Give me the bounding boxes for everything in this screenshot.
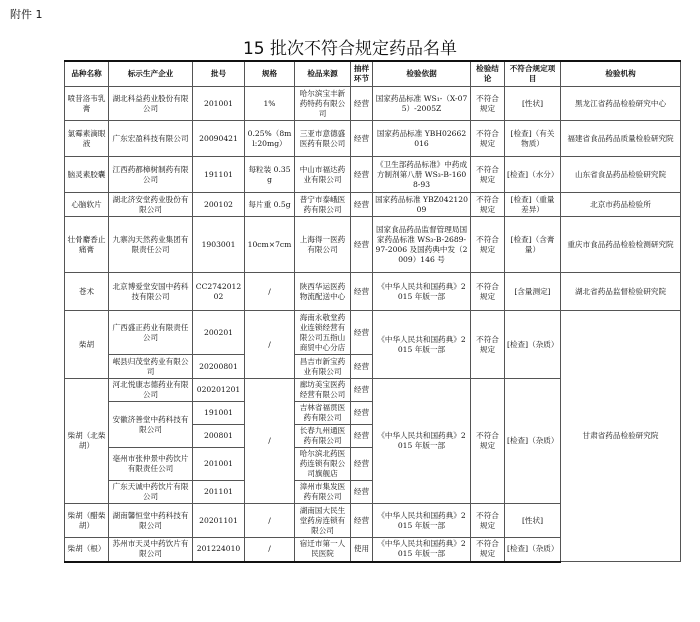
- batch-number: 201001: [193, 448, 245, 481]
- specification: /: [245, 273, 295, 311]
- batch-number: 201001: [193, 87, 245, 121]
- manufacturer: 广东宏盈科技有限公司: [109, 121, 193, 157]
- batch-number: 201101: [193, 481, 245, 504]
- sampling-stage: 经营: [351, 355, 373, 379]
- col-header: 标示生产企业: [109, 61, 193, 87]
- batch-number: 201224010: [193, 538, 245, 562]
- manufacturer: 广西盛正药业有限责任公司: [109, 311, 193, 355]
- drug-name: 柴胡（北柴胡）: [65, 379, 109, 504]
- sample-source: 湖南国大民生堂药房连锁有限公司: [295, 504, 351, 538]
- test-basis: 《中华人民共和国药典》2015 年版一部: [373, 504, 471, 538]
- failed-items: [检查]（杂质）: [505, 379, 561, 504]
- sample-source: 海南永敬堂药业连锁经营有限公司五指山商贸中心分店: [295, 311, 351, 355]
- col-header: 检品来源: [295, 61, 351, 87]
- sample-source: 宿迁市第一人民医院: [295, 538, 351, 562]
- sampling-stage: 经营: [351, 504, 373, 538]
- sampling-stage: 经营: [351, 217, 373, 273]
- failed-items: [检查]（重量差异）: [505, 193, 561, 217]
- manufacturer: 湖北济安堂药业股份有限公司: [109, 193, 193, 217]
- failed-items: [含量测定]: [505, 273, 561, 311]
- batch-number: 191101: [193, 157, 245, 193]
- manufacturer: 湖北科益药业股份有限公司: [109, 87, 193, 121]
- test-basis: 《中华人民共和国药典》2015 年版一部: [373, 273, 471, 311]
- sample-source: 三亚市意德盛医药有限公司: [295, 121, 351, 157]
- sample-source: 哈尔滨宝丰新药特药有限公司: [295, 87, 351, 121]
- manufacturer: 九寨沟天然药业集团有限责任公司: [109, 217, 193, 273]
- sample-source: 中山市福达药业有限公司: [295, 157, 351, 193]
- col-header: 不符合规定项目: [505, 61, 561, 87]
- test-lab: 湖北省药品监督检验研究院: [561, 273, 681, 311]
- test-basis: 国家食品药品监督管理局国家药品标准 WS₃-B-2689-97-2006 及国药典中发（2009）146 号: [373, 217, 471, 273]
- failed-items: [性状]: [505, 504, 561, 538]
- test-lab: 重庆市食品药品检验检测研究院: [561, 217, 681, 273]
- specification: /: [245, 379, 295, 504]
- test-basis: 《中华人民共和国药典》2015 年版一部: [373, 538, 471, 562]
- manufacturer: 广东天诚中药饮片有限公司: [109, 481, 193, 504]
- sampling-stage: 经营: [351, 481, 373, 504]
- table-row: [65, 87, 681, 121]
- col-header: 规格: [245, 61, 295, 87]
- batch-number: 191001: [193, 402, 245, 425]
- table-row: [65, 157, 681, 193]
- test-lab: 北京市药品检验所: [561, 193, 681, 217]
- batch-number: 1903001: [193, 217, 245, 273]
- specification: 1%: [245, 87, 295, 121]
- sample-source: 长春九州通医药有限公司: [295, 425, 351, 448]
- drug-name: 柴胡（醋柴胡）: [65, 504, 109, 538]
- sample-source: 吉林省福贯医药有限公司: [295, 402, 351, 425]
- table-row: [65, 217, 681, 273]
- batch-number: 20201101: [193, 504, 245, 538]
- col-header: 品种名称: [65, 61, 109, 87]
- sample-source: 漳州市集发医药有限公司: [295, 481, 351, 504]
- manufacturer: 江西药都樟树制药有限公司: [109, 157, 193, 193]
- manufacturer: 北京博爱堂安国中药科技有限公司: [109, 273, 193, 311]
- table-row: [65, 121, 681, 157]
- test-conclusion: 不符合规定: [471, 538, 505, 562]
- manufacturer: 苏州市天灵中药饮片有限公司: [109, 538, 193, 562]
- test-conclusion: 不符合规定: [471, 379, 505, 504]
- failed-items: [检查]（杂质）: [505, 311, 561, 379]
- batch-number: CC274201202: [193, 273, 245, 311]
- test-conclusion: 不符合规定: [471, 87, 505, 121]
- sampling-stage: 经营: [351, 193, 373, 217]
- failed-items: [检查]（含膏量）: [505, 217, 561, 273]
- sample-source: 陕西华运医药物流配送中心: [295, 273, 351, 311]
- specification: 0.25%（8ml:20mg）: [245, 121, 295, 157]
- test-conclusion: 不符合规定: [471, 157, 505, 193]
- sampling-stage: 使用: [351, 538, 373, 562]
- drug-name: 壮骨麝香止痛膏: [65, 217, 109, 273]
- col-header: 批号: [193, 61, 245, 87]
- manufacturer: 亳州市张仲景中药饮片有限责任公司: [109, 448, 193, 481]
- test-basis: 《中华人民共和国药典》2015 年版一部: [373, 379, 471, 504]
- specification: /: [245, 311, 295, 379]
- specification: /: [245, 504, 295, 538]
- sampling-stage: 经营: [351, 311, 373, 355]
- drug-table: [64, 60, 681, 563]
- specification: 10cm×7cm: [245, 217, 295, 273]
- sampling-stage: 经营: [351, 121, 373, 157]
- sampling-stage: 经营: [351, 87, 373, 121]
- col-header: 检验结论: [471, 61, 505, 87]
- test-conclusion: 不符合规定: [471, 273, 505, 311]
- sampling-stage: 经营: [351, 379, 373, 402]
- test-basis: 《卫生部药品标准》中药成方制剂第八册 WS₃-B-1608-93: [373, 157, 471, 193]
- failed-items: [检查]（杂质）: [505, 538, 561, 562]
- test-lab: 甘肃省药品检验研究院: [561, 311, 681, 562]
- col-header: 检验依据: [373, 61, 471, 87]
- table-row: [65, 193, 681, 217]
- drug-name: 氯霉素滴眼液: [65, 121, 109, 157]
- test-basis: 国家药品标准 WS₁-（X-075）-2005Z: [373, 87, 471, 121]
- sampling-stage: 经营: [351, 273, 373, 311]
- batch-number: 200801: [193, 425, 245, 448]
- col-header: 检验机构: [561, 61, 681, 87]
- batch-number: 20090421: [193, 121, 245, 157]
- sample-source: 哈尔滨北药医药连锁有限公司旗舰店: [295, 448, 351, 481]
- sampling-stage: 经营: [351, 402, 373, 425]
- manufacturer: 河北悦康志德药业有限公司: [109, 379, 193, 402]
- attachment-label: 附件 1: [10, 8, 43, 21]
- test-lab: 山东省食品药品检验研究院: [561, 157, 681, 193]
- failed-items: [检查]（水分）: [505, 157, 561, 193]
- drug-name: 柴胡（根）: [65, 538, 109, 562]
- test-lab: 黑龙江省药品检验研究中心: [561, 87, 681, 121]
- test-basis: 国家药品标准 YBZ04212009: [373, 193, 471, 217]
- failed-items: [检查]（有关物质）: [505, 121, 561, 157]
- test-conclusion: 不符合规定: [471, 193, 505, 217]
- sampling-stage: 经营: [351, 448, 373, 481]
- test-lab: 福建省食品药品质量检验研究院: [561, 121, 681, 157]
- batch-number: 200102: [193, 193, 245, 217]
- specification: /: [245, 538, 295, 562]
- specification: 每片重 0.5g: [245, 193, 295, 217]
- test-basis: 国家药品标准 YBH02662016: [373, 121, 471, 157]
- manufacturer: 岷县归茂堂药业有限公司: [109, 355, 193, 379]
- test-conclusion: 不符合规定: [471, 217, 505, 273]
- sample-source: 昌吉市新宝药业有限公司: [295, 355, 351, 379]
- specification: 每粒装 0.35g: [245, 157, 295, 193]
- drug-name: 苍术: [65, 273, 109, 311]
- page-title: 15 批次不符合规定药品名单: [242, 39, 458, 59]
- test-conclusion: 不符合规定: [471, 121, 505, 157]
- sample-source: 廊坊美宝医药经营有限公司: [295, 379, 351, 402]
- col-header: 抽样环节: [351, 61, 373, 87]
- header-row: [65, 61, 681, 87]
- failed-items: [性状]: [505, 87, 561, 121]
- table-row: [65, 273, 681, 311]
- test-conclusion: 不符合规定: [471, 311, 505, 379]
- batch-number: 020201201: [193, 379, 245, 402]
- drug-name: 喷昔洛韦乳膏: [65, 87, 109, 121]
- sampling-stage: 经营: [351, 425, 373, 448]
- drug-name: 心脑软片: [65, 193, 109, 217]
- sample-source: 上海得一医药有限公司: [295, 217, 351, 273]
- manufacturer: 湖南馨恒堂中药科技有限公司: [109, 504, 193, 538]
- batch-number: 200201: [193, 311, 245, 355]
- drug-name: 脑灵素胶囊: [65, 157, 109, 193]
- sample-source: 普宁市泰峨医药有限公司: [295, 193, 351, 217]
- drug-name: 柴胡: [65, 311, 109, 379]
- sampling-stage: 经营: [351, 157, 373, 193]
- batch-number: 20200801: [193, 355, 245, 379]
- manufacturer: 安徽济善堂中药科技有限公司: [109, 402, 193, 448]
- test-conclusion: 不符合规定: [471, 504, 505, 538]
- table-row: [65, 311, 681, 355]
- test-basis: 《中华人民共和国药典》2015 年版一部: [373, 311, 471, 379]
